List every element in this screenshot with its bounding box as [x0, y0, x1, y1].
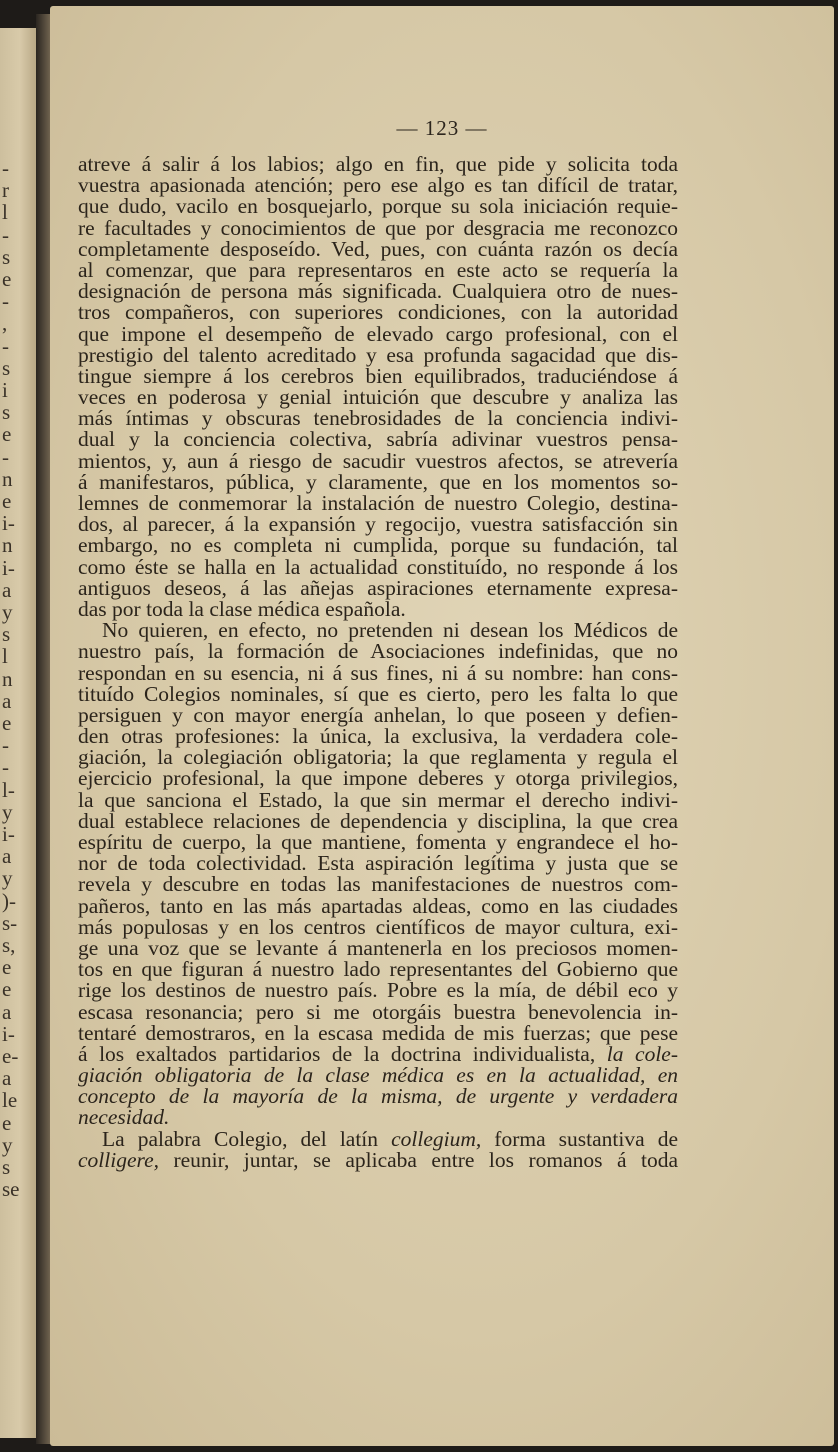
previous-page-fragment: - — [2, 333, 9, 358]
previous-page-fragment: - — [2, 755, 9, 780]
text-run: lemnes de conmemorar la instalación de nuestro Colegio, destina- — [78, 491, 678, 515]
text-line — [78, 959, 678, 980]
italic-text-run: la cole- — [606, 1041, 678, 1066]
text-run: revela y descubre en todas las manifestaciones de nuestros com- — [78, 872, 678, 897]
italic-text-run: necesidad. — [78, 1105, 170, 1130]
text-line — [78, 257, 678, 282]
text-run: rige los destinos de nuestro país. Pobre es la mía, de débil eco y — [78, 978, 678, 1003]
text-line — [78, 448, 678, 473]
previous-page-fragment: a — [2, 577, 12, 602]
text-line — [78, 832, 678, 853]
text-line — [78, 387, 678, 408]
previous-page-edge — [0, 28, 38, 1438]
text-run: reunir, juntar, se aplicaba entre los romanos á toda — [159, 1147, 678, 1172]
body-text — [78, 154, 678, 1171]
text-run: dual y la conciencia colectiva, sabría adivinar vuestros pensa- — [78, 427, 678, 452]
text-run: á manifestaros, pública, y claramente, que en los momentos so- — [78, 469, 678, 494]
text-run: completamente desposeído. Ved, pues, con cuánta razón os decía — [78, 236, 678, 261]
text-run: dual establece relaciones de dependencia y disciplina, la que crea — [78, 808, 678, 833]
previous-page-fragment: i- — [2, 555, 15, 580]
text-line — [78, 808, 678, 833]
text-line — [78, 1041, 678, 1066]
text-run: respondan en su esencia, ni á sus fines, ni á su nombre: han cons- — [78, 660, 678, 685]
text-line — [78, 408, 678, 429]
previous-page-fragment: - — [2, 289, 9, 314]
text-line — [78, 575, 678, 600]
text-line — [78, 768, 678, 789]
text-run: que dudo, vacilo en bosquejarlo, porque su sola iniciación requie- — [78, 194, 678, 219]
text-run: atreve á salir á los labios; algo en fin, que pide y solicita toda — [78, 152, 678, 176]
text-line — [78, 554, 678, 579]
previous-page-fragment: l — [2, 644, 8, 669]
previous-page-fragment: - — [2, 222, 9, 247]
previous-page-fragment: n — [2, 666, 13, 691]
text-run: tentaré demostraros, en la escasa medida de mis fuerzas; que pese — [78, 1020, 678, 1045]
previous-page-fragment: a — [2, 844, 12, 869]
text-line — [78, 429, 678, 450]
text-run: nor de toda colectividad. Esta aspiración legítima y justa que se — [78, 851, 678, 876]
italic-text-run: collegium, — [391, 1126, 482, 1151]
previous-page-fragment: s — [2, 400, 11, 425]
previous-page-fragment: i- — [2, 1021, 15, 1046]
text-run: tos en que figuran á nuestro lado representantes del Gobierno que — [78, 957, 678, 982]
text-line — [78, 1020, 678, 1045]
text-line — [78, 154, 678, 175]
text-run: como éste se halla en la actualidad constituído, no responde á los — [78, 554, 678, 579]
previous-page-fragment: e — [2, 489, 12, 513]
text-line — [78, 469, 678, 494]
text-run: espíritu de cuerpo, la que mantiene, fomenta y engrandece el ho- — [78, 830, 678, 854]
previous-page-fragment: n — [2, 466, 13, 491]
previous-page-fragment: a — [2, 999, 12, 1024]
previous-page-fragment: e — [2, 977, 12, 1002]
text-line — [78, 281, 678, 302]
text-line — [78, 1086, 678, 1107]
text-line — [78, 236, 678, 261]
text-line — [78, 1107, 678, 1128]
previous-page-fragment: e — [2, 955, 12, 980]
text-line — [78, 893, 678, 918]
text-line — [78, 726, 678, 747]
italic-text-run: concepto de la mayoría de la misma, de urgente y verdadera — [78, 1084, 678, 1109]
previous-page-fragment: l- — [2, 777, 15, 802]
previous-page-fragment: e — [2, 422, 12, 447]
text-run: á los exaltados partidarios de la doctrina individualista, — [78, 1041, 607, 1066]
previous-page-fragment: i- — [2, 511, 15, 536]
previous-page-fragment: n — [2, 533, 13, 558]
text-run: tingue siempre á los cerebros bien equilibrados, traduciéndose á — [78, 363, 678, 388]
text-line — [78, 302, 678, 323]
previous-page-fragment: s- — [2, 910, 18, 935]
text-line — [78, 196, 678, 217]
text-run: den otras profesiones: la única, la exclusiva, la verdadera cole- — [78, 724, 678, 749]
previous-page-fragment: i — [2, 378, 8, 402]
text-line — [78, 935, 678, 960]
italic-text-run: colligere, — [78, 1147, 159, 1172]
previous-page-fragment: r — [2, 178, 9, 203]
previous-page-fragment: e — [2, 711, 12, 735]
text-line — [78, 999, 678, 1024]
previous-page-fragment: i- — [2, 822, 15, 846]
text-line — [78, 535, 678, 556]
text-run: ge una voz que se levante á mantenerla en los preciosos momen- — [78, 935, 678, 960]
text-line — [78, 321, 678, 346]
book-page — [50, 6, 834, 1446]
text-run: mientos, y, aun á riesgo de sacudir vuestros afectos, se atrevería — [78, 448, 678, 473]
previous-page-fragment: , — [2, 311, 8, 336]
text-run: al comenzar, que para representaros en este acto se requería la — [78, 257, 678, 282]
text-run: pañeros, tanto en las más apartadas aldeas, como en las ciudades — [78, 893, 678, 918]
text-line — [78, 853, 678, 874]
text-run: giación, la colegiación obligatoria; la que reglamenta y regula el — [78, 745, 678, 770]
text-line — [78, 493, 678, 514]
text-run: tros compañeros, con superiores condiciones, con la autoridad — [78, 300, 678, 325]
text-run: forma sustantiva de — [481, 1126, 678, 1151]
previous-page-fragment: e — [2, 1110, 12, 1135]
text-run: No quieren, en efecto, no pretenden ni desean los Médicos de — [102, 618, 678, 643]
text-run: embargo, no es completa ni cumplida, porque su fundación, tal — [78, 533, 678, 558]
text-line — [78, 175, 678, 196]
text-line — [78, 681, 678, 706]
text-run: designación de persona más significada. Cualquiera otro de nues- — [78, 279, 678, 304]
text-line — [78, 620, 678, 641]
text-line — [78, 514, 678, 535]
previous-page-fragment: e — [2, 267, 12, 291]
previous-page-fragment: se — [2, 1177, 20, 1202]
text-run: la que sanciona el Estado, la que sin mermar el derecho indivi- — [78, 787, 678, 812]
text-run: vuestra apasionada atención; pero ese algo es tan difícil de tratar, — [78, 173, 678, 198]
previous-page-fragment: s — [2, 355, 11, 380]
text-line — [78, 1126, 678, 1151]
text-line — [78, 787, 678, 812]
previous-page-fragment: s — [2, 622, 11, 647]
text-run: antiguos deseos, á las añejas aspiraciones eternamente expresa- — [78, 575, 678, 600]
previous-page-fragment: s — [2, 1155, 11, 1179]
text-line — [78, 342, 678, 367]
text-run: La palabra Colegio, del latín — [102, 1126, 392, 1151]
text-line — [78, 641, 678, 662]
text-run: más populosas y en los centros científicos de mayor cultura, exi- — [78, 914, 678, 939]
text-line — [78, 914, 678, 939]
text-line — [78, 363, 678, 388]
previous-page-fragment: e- — [2, 1044, 19, 1068]
italic-text-run: giación obligatoria de la clase médica es en la actualidad, en — [78, 1063, 678, 1088]
text-line — [78, 874, 678, 895]
text-line — [78, 660, 678, 685]
text-line — [78, 1065, 678, 1086]
text-run: escasa resonancia; pero si me otorgáis buestra benevolencia in- — [78, 999, 678, 1024]
text-line — [78, 747, 678, 768]
previous-page-fragment: y — [2, 600, 13, 624]
text-run: tituído Colegios nominales, sí que es cierto, pero les falta lo que — [78, 681, 678, 706]
previous-page-fragment: a — [2, 688, 12, 713]
text-line — [78, 702, 678, 727]
text-line — [78, 596, 678, 621]
text-run: más íntimas y obscuras tenebrosidades de la conciencia indivi- — [78, 406, 678, 431]
page-number: — 123 — — [396, 116, 488, 140]
text-line — [78, 215, 678, 240]
text-run: que impone el desempeño de elevado cargo profesional, con el — [78, 321, 678, 346]
text-run: das por toda la clase médica española. — [78, 596, 406, 621]
previous-page-fragment: a — [2, 1066, 12, 1091]
text-line — [78, 980, 678, 1001]
previous-page-fragment: s, — [2, 933, 16, 957]
text-run: veces en poderosa y genial intuición que descubre y analiza las — [78, 385, 678, 410]
previous-page-fragment: s — [2, 244, 11, 269]
text-line — [78, 1147, 678, 1172]
text-run: re facultades y conocimientos de que por desgracia me reconozco — [78, 215, 678, 240]
previous-page-fragment: l — [2, 200, 8, 225]
text-run: nuestro país, la formación de Asociaciones indefinidas, que no — [78, 639, 678, 664]
text-run: persiguen y con mayor energía anhelan, lo que poseen y defien- — [78, 702, 678, 727]
previous-page-fragment: y — [2, 799, 13, 824]
previous-page-fragment: y — [2, 1132, 13, 1157]
previous-page-fragment: - — [2, 444, 9, 469]
previous-page-fragment: y — [2, 866, 13, 891]
previous-page-fragment: )- — [2, 888, 16, 913]
text-run: dos, al parecer, á la expansión y regocijo, vuestra satisfacción sin — [78, 512, 678, 537]
text-run: prestigio del talento acreditado y esa profunda sagacidad que dis- — [78, 342, 678, 367]
previous-page-fragment: - — [2, 733, 9, 758]
text-run: ejercicio profesional, la que impone deberes y otorga privilegios, — [78, 766, 678, 791]
previous-page-fragment: le — [2, 1088, 18, 1113]
previous-page-fragment: - — [2, 156, 9, 180]
